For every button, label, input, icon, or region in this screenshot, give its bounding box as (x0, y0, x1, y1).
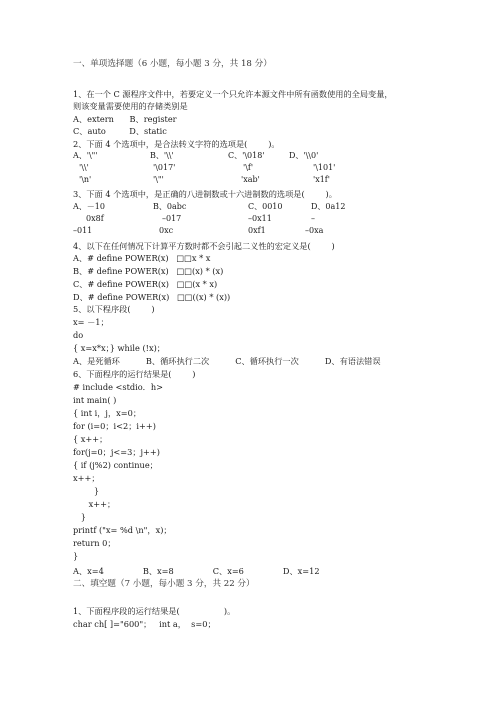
q6-stem: 6、下面程序的运行结果是( ) (73, 369, 196, 379)
q3-row1-d: D、0a12 (311, 202, 346, 211)
q3-row1-c: C、0010 (248, 202, 283, 211)
q5-options: A、是死循环 B、循环执行二次 C、循环执行一次 D、有语法错误 (73, 356, 381, 366)
q3-row2-d: – (311, 214, 315, 223)
q2-row3-b: '\"' (153, 175, 164, 184)
q3-row2-a: 0x8f (86, 214, 104, 223)
q6-code-line10: x++； (73, 499, 116, 509)
q3-row3-d: –0xa (305, 226, 324, 235)
q6-code-line9: } (73, 486, 100, 496)
q5-code-line2: do (73, 330, 84, 340)
q6-code-line7: { if (j%2) continue； (73, 460, 158, 470)
q2-row1-b: B、'\\' (150, 151, 174, 160)
q4-option-d: D、# define POWER(x) □□((x) * (x)) (73, 292, 231, 302)
q4-option-b: B、# define POWER(x) □□(x) * (x) (73, 266, 224, 276)
q1-options-ab: A、extern B、register (73, 114, 177, 124)
q6-code-line6: for(j=0；j<=3；j++) (73, 447, 160, 457)
fill1-code: char ch[ ]="600"； int a， s=0； (73, 619, 216, 629)
q1-stem-line2: 则该变量需要使用的存储类别是 (73, 101, 188, 111)
q3-options-grid (73, 202, 433, 238)
q2-row2-b: '\017' (153, 163, 176, 172)
q5-stem: 5、以下程序段( ) (73, 304, 155, 314)
q3-row1-b: B、0abc (153, 202, 187, 211)
q2-options-grid (73, 151, 433, 187)
q3-row2-c: –0x11 (248, 214, 272, 223)
q6-code-line14: } (73, 551, 79, 561)
q2-row3-d: 'x1f' (313, 175, 330, 184)
q6-options: A、x=4 B、x=8 C、x=6 D、x=12 (73, 566, 320, 576)
q2-row1-a: A、'\"' (73, 151, 98, 160)
q6-code-line13: return 0； (73, 538, 116, 548)
q2-row2-a: '\\' (79, 163, 89, 172)
q6-code-line12: printf ("x= %d \n"，x)； (73, 525, 172, 535)
q2-row2-c: '\f' (243, 163, 254, 172)
q5-code-line1: x= －1； (73, 317, 109, 327)
q2-row1-d: D、'\\0' (289, 151, 319, 160)
q6-code-line2: int main( ) (73, 395, 117, 405)
q3-row1-a: A、－10 (73, 202, 105, 211)
q4-option-a: A、# define POWER(x) □□x * x (73, 253, 211, 263)
q6-code-line8: x++； (73, 473, 100, 483)
q3-row3-b: 0xc (159, 226, 174, 235)
q6-code-line3: { int i，j，x=0； (73, 408, 142, 418)
q6-code-line11: } (73, 512, 87, 522)
q1-stem-line1: 1、在一个 C 源程序文件中，若要定义一个只允许本源文件中所有函数使用的全局变量， (73, 89, 393, 99)
q6-code-line5: { x++； (73, 434, 108, 444)
q6-code-line4: for (i=0；i<2；i++) (73, 421, 156, 431)
section2-title: 二、填空题（7 小题，每小题 3 分，共 22 分） (73, 579, 255, 589)
q2-row3-a: '\n' (79, 175, 92, 184)
q3-row3-c: 0xf1 (248, 226, 266, 235)
fill1-stem: 1、下面程序段的运行结果是( )。 (73, 606, 236, 616)
q2-stem: 2、下面 4 个选项中，是合法转义字符的选项是( )。 (73, 139, 280, 149)
q5-code-line3: { x=x*x；} while (!x)； (73, 343, 165, 353)
q2-row3-c: 'xab' (241, 175, 260, 184)
q3-row3-a: –011 (73, 226, 93, 235)
q2-row2-d: '\101' (313, 163, 336, 172)
q3-row2-b: –017 (162, 214, 182, 223)
section1-title: 一、单项选择题（6 小题，每小题 3 分，共 18 分） (73, 59, 272, 69)
q4-option-c: C、# define POWER(x) □□(x * x) (73, 279, 218, 289)
q2-row1-c: C、'\018' (228, 151, 265, 160)
q3-stem: 3、下面 4 个选项中，是正确的八进制数或十六进制数的选项是( )。 (73, 189, 337, 199)
q6-code-line1: # include <stdio．h> (73, 382, 163, 392)
q1-options-cd: C、auto D、static (73, 126, 167, 136)
q4-stem: 4、以下在任何情况下计算平方数时都不会引起二义性的宏定义是( ) (73, 241, 335, 251)
